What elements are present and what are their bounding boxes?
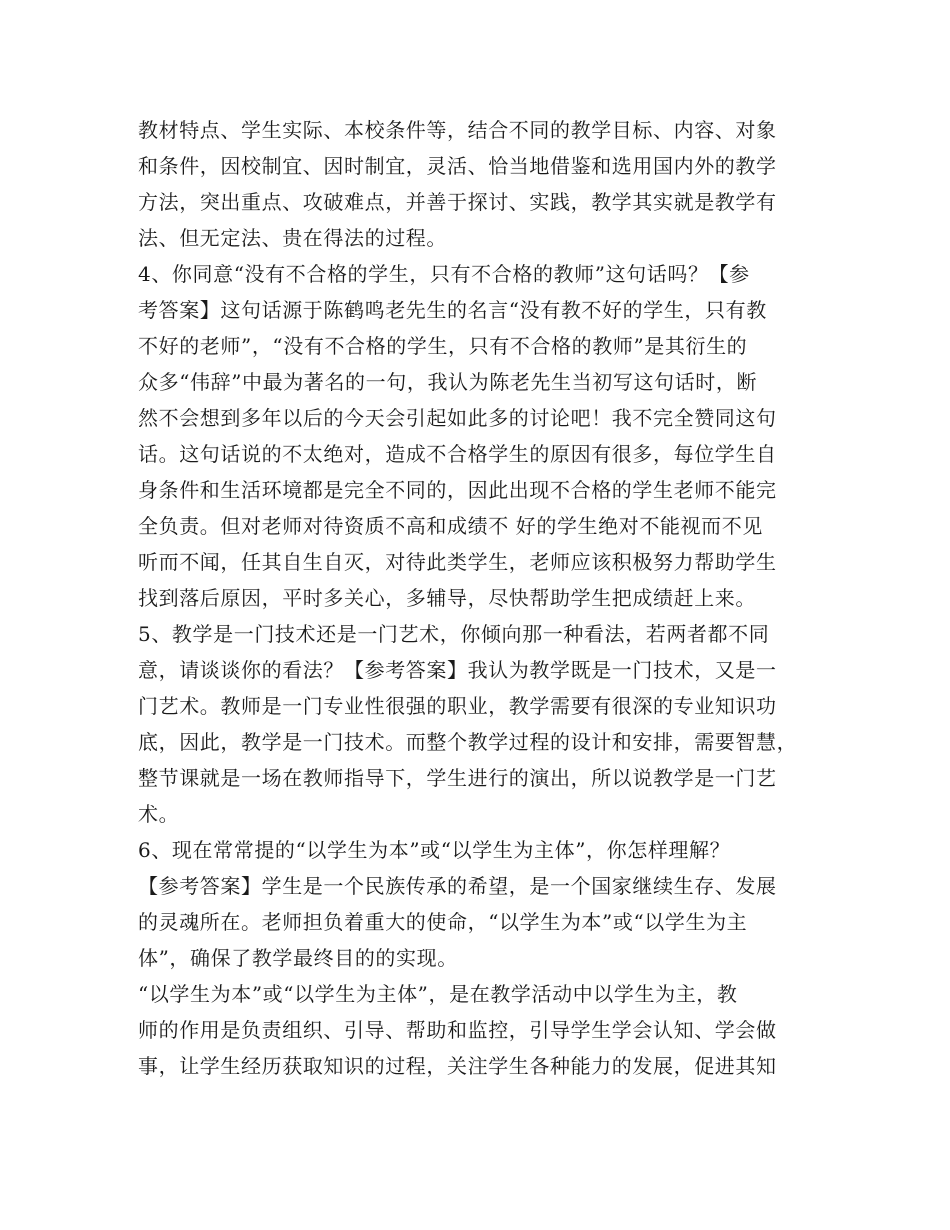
text-line: 意，请谈谈你的看法？【参考答案】我认为教学既是一门技术，又是一: [138, 658, 777, 682]
question-4-line: 4、你同意“没有不合格的学生，只有不合格的教师”这句话吗？【参: [138, 262, 750, 286]
text-line: 身条件和生活环境都是完全不同的，因此出现不合格的学生老师不能完: [138, 478, 777, 502]
text-line: 体”，确保了教学最终目的的实现。: [138, 946, 458, 970]
text-line: 听而不闻，任其自生自灭，对待此类学生，老师应该积极努力帮助学生: [138, 550, 777, 574]
text-line: 【参考答案】学生是一个民族传承的希望，是一个国家继续生存、发展: [138, 874, 777, 898]
text-line: 然不会想到多年以后的今天会引起如此多的讨论吧！我不完全赞同这句: [138, 406, 777, 430]
text-line: 教材特点、学生实际、本校条件等，结合不同的教学目标、内容、对象: [138, 118, 777, 142]
question-6-line: 6、现在常常提的“以学生为本”或“以学生为主体”，你怎样理解？: [138, 838, 731, 862]
question-5-line: 5、教学是一门技术还是一门艺术，你倾向那一种看法，若两者都不同: [138, 622, 770, 646]
text-line: 师的作用是负责组织、引导、帮助和监控，引导学生学会认知、学会做: [138, 1018, 777, 1042]
text-line: 话。这句话说的不太绝对，造成不合格学生的原因有很多，每位学生自: [138, 442, 777, 466]
text-line: 的灵魂所在。老师担负着重大的使命，“以学生为本”或“以学生为主: [138, 910, 748, 934]
text-line: 事，让学生经历获取知识的过程，关注学生各种能力的发展，促进其知: [138, 1054, 777, 1078]
text-line: 全负责。但对老师对待资质不高和成绩不 好的学生绝对不能视而不见: [138, 514, 763, 538]
text-line: 方法，突出重点、攻破难点，并善于探讨、实践，教学其实就是教学有: [138, 190, 777, 214]
text-line: 众多“伟辞”中最为著名的一句，我认为陈老先生当初写这句话时，断: [138, 370, 758, 394]
text-line: “以学生为本”或“以学生为主体”，是在教学活动中以学生为主，教: [138, 982, 738, 1006]
document-body: [138, 112, 828, 1084]
text-line: 门艺术。教师是一门专业性很强的职业，教学需要有很深的专业知识功: [138, 694, 777, 718]
text-line: 法、但无定法、贵在得法的过程。: [138, 226, 447, 250]
text-line: 底，因此，教学是一门技术。而整个教学过程的设计和安排，需要智慧，: [138, 730, 798, 754]
text-line: 和条件，因校制宜、因时制宜，灵活、恰当地借鉴和选用国内外的教学: [138, 154, 777, 178]
text-line: 找到落后原因，平时多关心，多辅导，尽快帮助学生把成绩赶上来。: [138, 586, 756, 610]
text-line: 考答案】这句话源于陈鹤鸣老先生的名言“没有教不好的学生，只有教: [138, 298, 767, 322]
text-line: 不好的老师”，“没有不合格的学生，只有不合格的教师”是其衍生的: [138, 334, 748, 358]
text-line: 整节课就是一场在教师指导下，学生进行的演出，所以说教学是一门艺: [138, 766, 777, 790]
text-line: 术。: [138, 802, 180, 826]
